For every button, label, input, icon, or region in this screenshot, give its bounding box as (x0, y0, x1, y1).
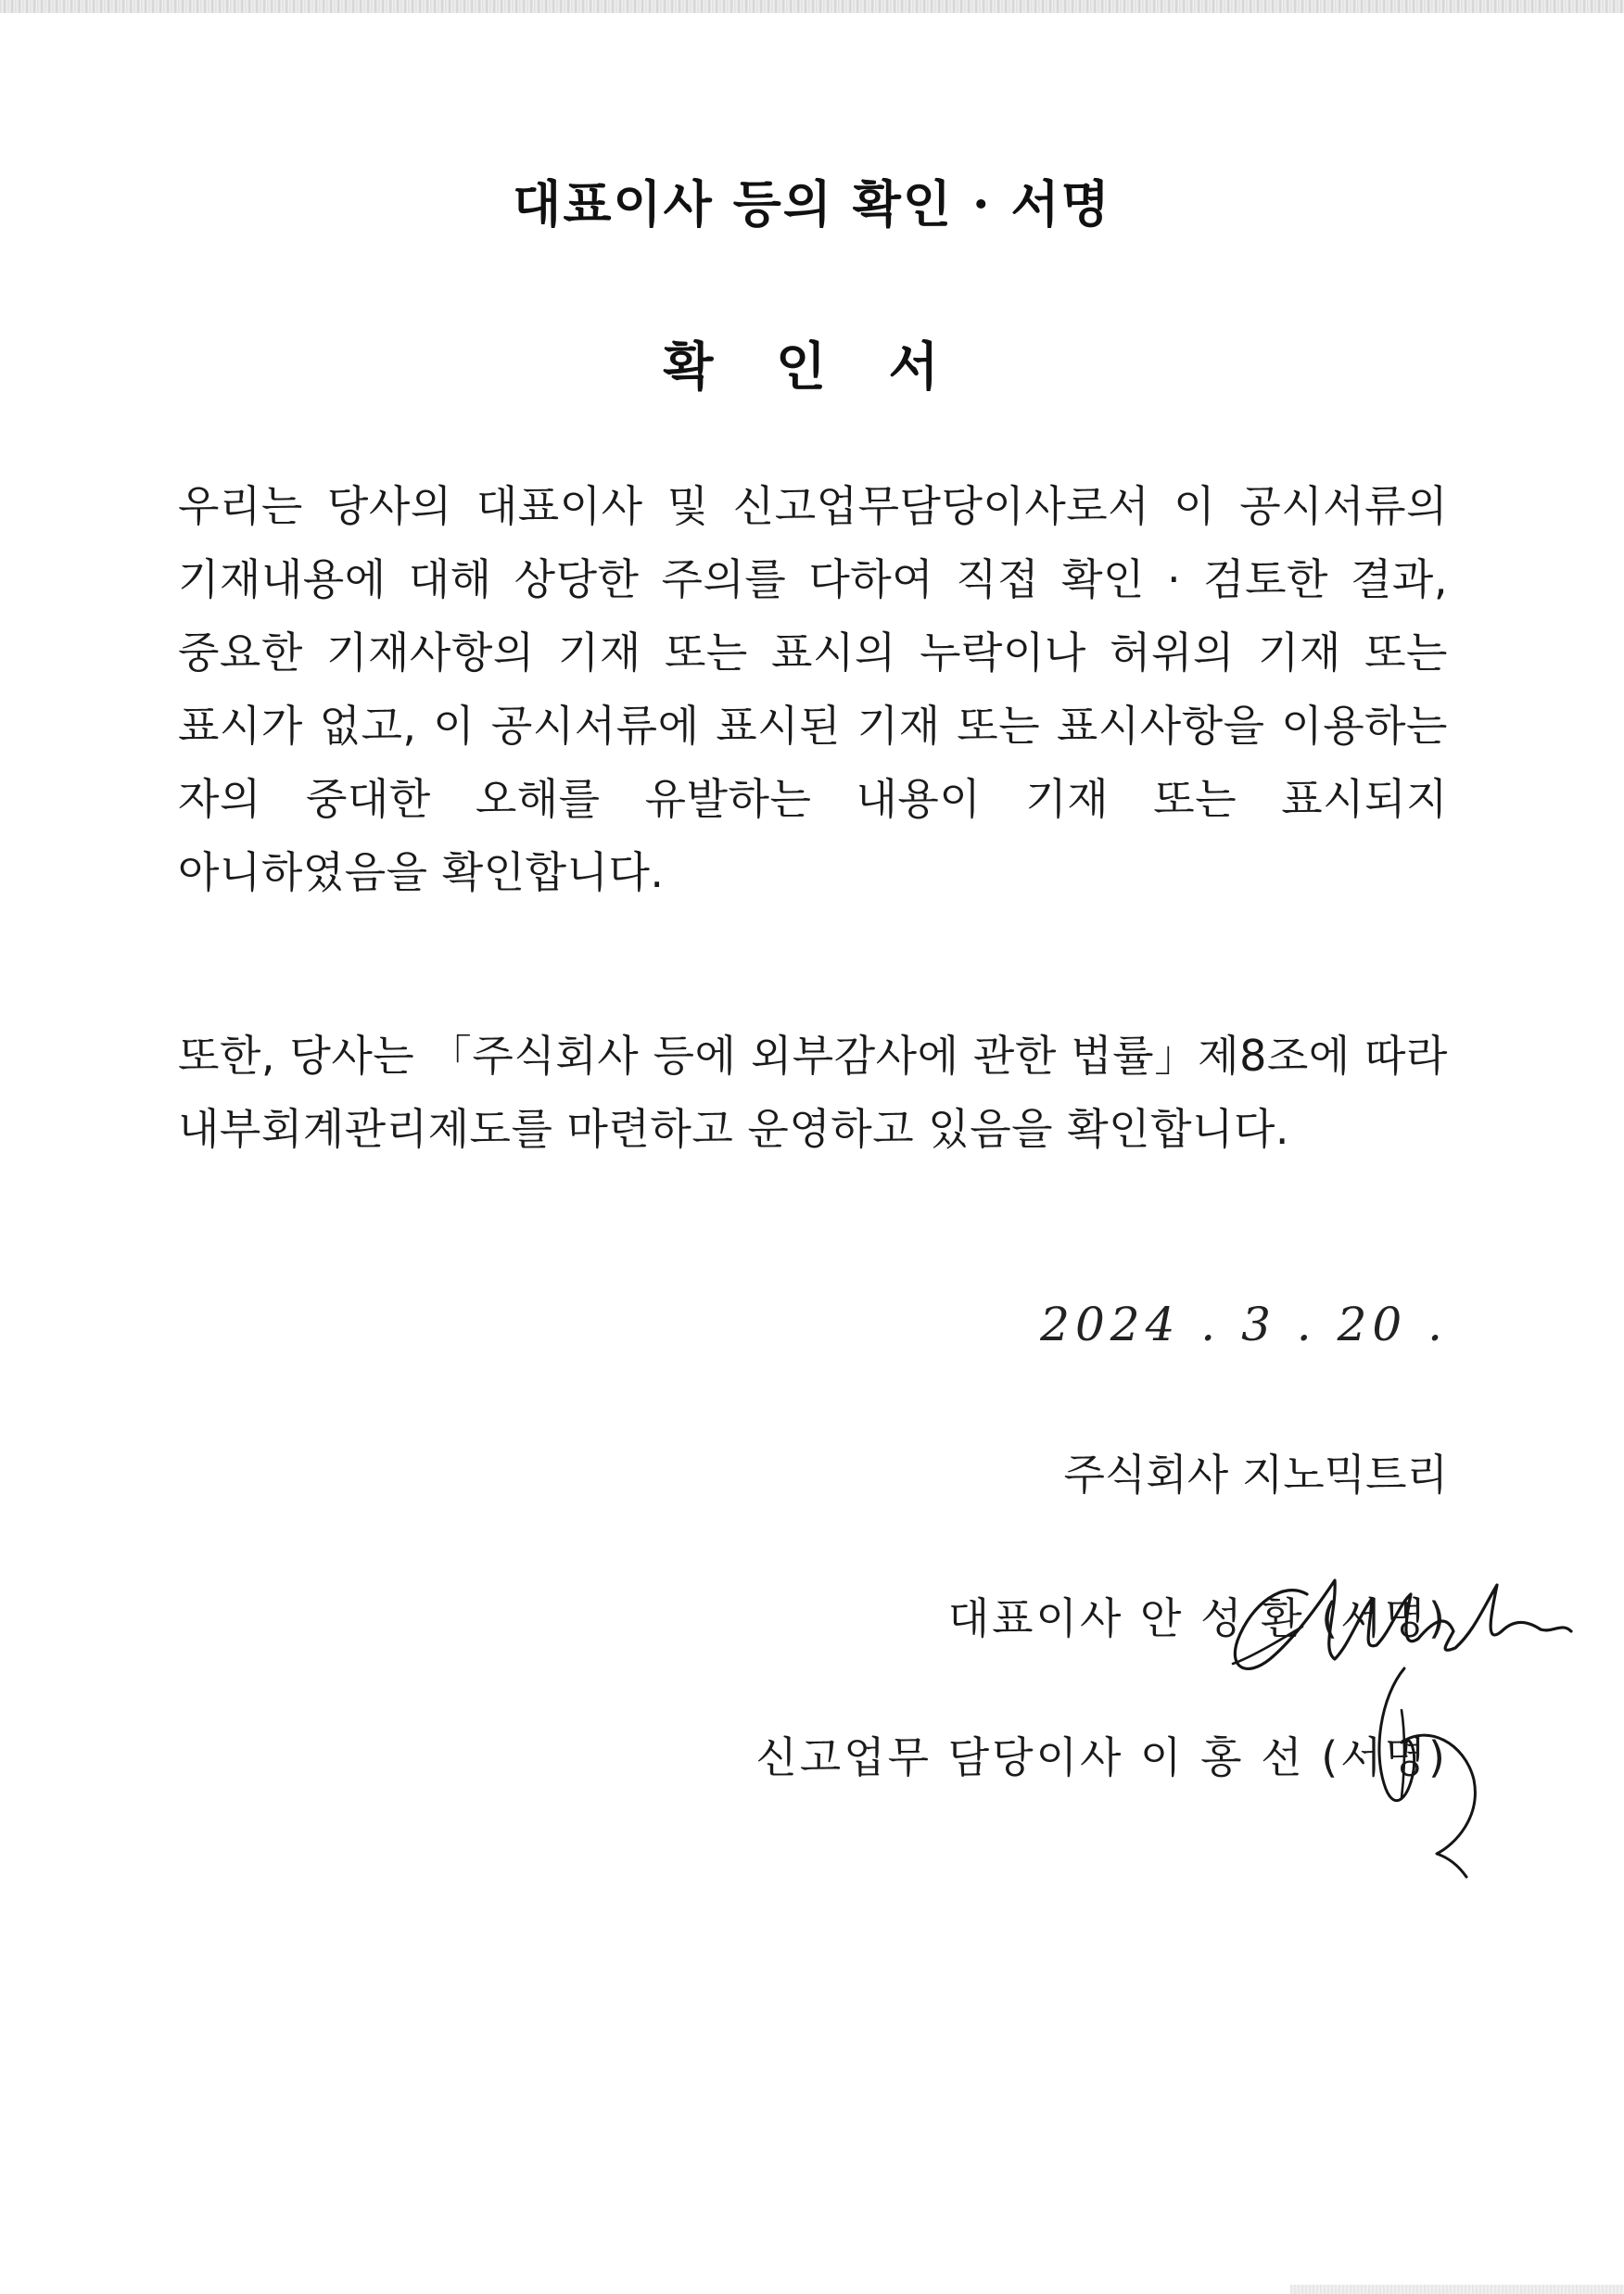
ceo-signature-line: 대표이사 안 성 환 (서명) (947, 1593, 1448, 1643)
document-title: 대표이사 등의 확인 · 서명 (513, 174, 1111, 234)
officer-handwritten-signature (1316, 1659, 1502, 1882)
document-subtitle: 확 인 서 (663, 336, 961, 398)
signing-date: 2024 . 3 . 20 . (1040, 1298, 1448, 1351)
confirmation-paragraph: 우리는 당사의 대표이사 및 신고업무담당이사로서 이 공시서류의 기재내용에 대해 상당한 주의를 다하여 직접 확인 · 검토한 결과, 중요한 기재사항의 기재 또는 표시의 누락이나 허위의 기재 또는 표시가 없고, 이 공시서류에 표시된 기재 또는 표시사항을 이용하는 자의 중대한 오해를 유발하는 내용이 기재 또는 표시되지 아니하였음을 확인합니다. (178, 481, 1448, 897)
company-name: 주식회사 지노믹트리 (1063, 1450, 1448, 1500)
officer-signature-line: 신고업무 담당이사 이 홍 선 (서명) (755, 1732, 1448, 1782)
scan-top-edge (0, 0, 1624, 13)
scan-bottom-edge (1290, 2285, 1624, 2294)
internal-control-paragraph: 또한, 당사는 「주식회사 등에 외부감사에 관한 법률」제8조에 따라 내부회계관리제도를 마련하고 운영하고 있음을 확인합니다. (178, 1031, 1448, 1154)
